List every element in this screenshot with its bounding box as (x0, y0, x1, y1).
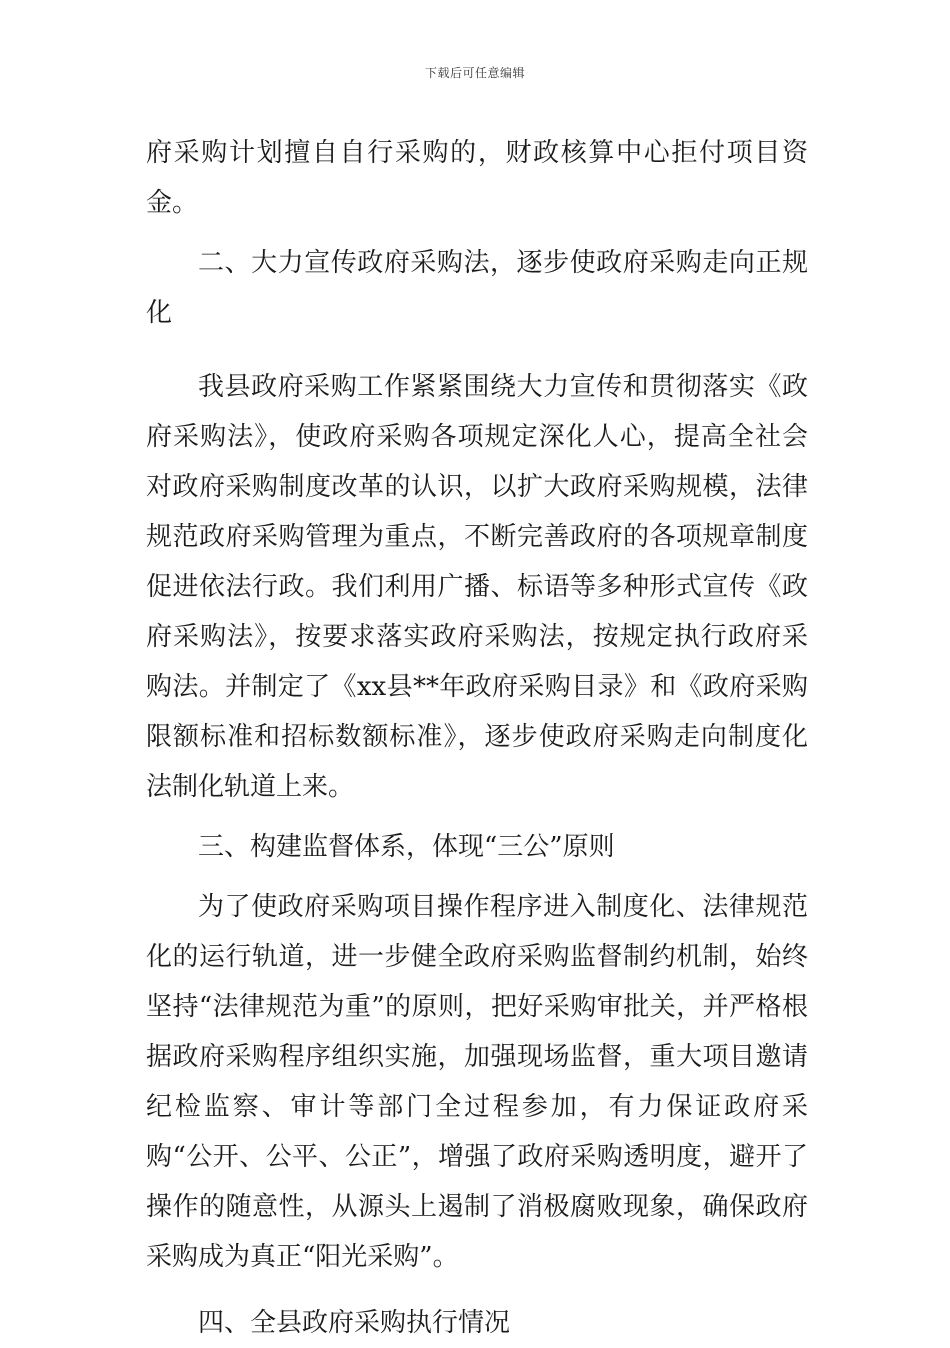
paragraph-supervision: 为了使政府采购项目操作程序进入制度化、法律规范化的运行轨道，进一步健全政府采购监督制约机制，始终坚持“法律规范为重”的原则，把好采购审批关，并严格根据政府采购程序组织实施，加强现场监督，重大项目邀请纪检监察、审计等部门全过程参加，有力保证政府采购“公开、公平、公正”，增强了政府采购透明度，避开了操作的随意性，从源头上遏制了消极腐败现象，确保政府采购成为真正“阳光采购”。 (146, 892, 808, 1272)
section-heading-4: 四、全县政府采购执行情况 (198, 1308, 511, 1338)
document-body (146, 128, 808, 1348)
page-header: 下载后可任意编辑 (424, 66, 525, 80)
section-heading-3: 三、构建监督体系，体现“三公”原则 (198, 832, 615, 862)
section-heading-2: 二、大力宣传政府采购法，逐步使政府采购走向正规化 (146, 248, 808, 328)
paragraph-continuation: 府采购计划擅自自行采购的，财政核算中心拒付项目资金。 (146, 138, 808, 218)
paragraph-publicity: 我县政府采购工作紧紧围绕大力宣传和贯彻落实《政府采购法》，使政府采购各项规定深化人心，提高全社会对政府采购制度改革的认识，以扩大政府采购规模，法律规范政府采购管理为重点，不断完善政府的各项规章制度促进依法行政。我们利用广播、标语等多种形式宣传《政府采购法》，按要求落实政府采购法，按规定执行政府采购法。并制定了《xx县**年政府采购目录》和《政府采购限额标准和招标数额标准》，逐步使政府采购走向制度化法制化轨道上来。 (146, 372, 808, 802)
